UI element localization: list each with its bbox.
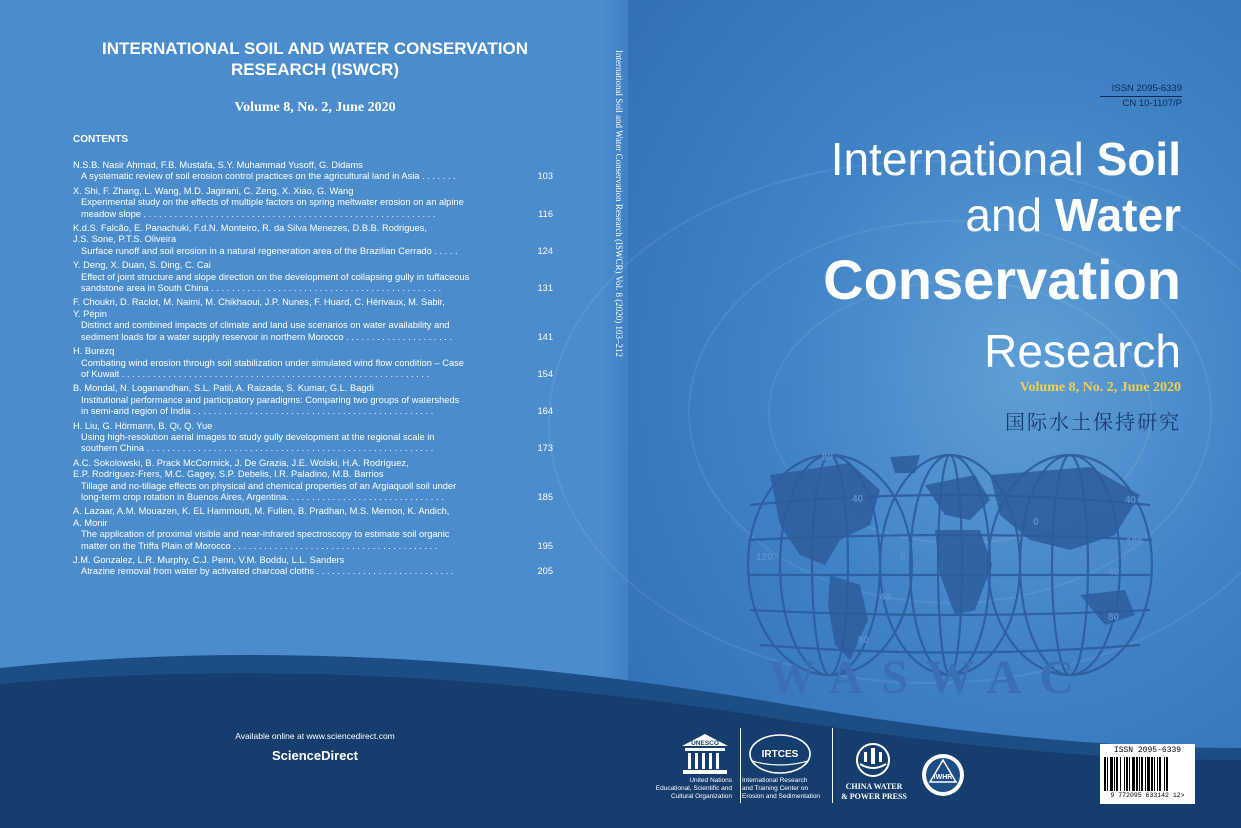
toc-authors: F. Choukri, D. Raclot, M. Naimi, M. Chikhaoui, J.P. Nunes, F. Huard, C. Hérivaux, M. Sabir,: [73, 297, 445, 308]
toc-page-number: 131: [537, 283, 553, 294]
waswac-wordmark: WASWAC: [767, 651, 1093, 704]
toc-title-line: southern China . . . . . . . . . . . . . . . . . . . . . . . . . . . . . . . . . . . . . . . . . . . . . . . . . . . . . . . .: [81, 443, 434, 454]
barcode-bar: [1126, 757, 1128, 791]
barcode-bar: [1157, 757, 1158, 791]
toc-page-number: 154: [537, 368, 553, 379]
toc-page-number: 103: [537, 171, 553, 182]
map-label: 80: [858, 635, 870, 646]
toc-title-line: Experimental study on the effects of multiple factors on spring meltwater erosion on an alpine: [81, 197, 464, 208]
barcode-bar: [1104, 757, 1106, 791]
barcode-bar: [1114, 757, 1115, 791]
barcode-bar: [1120, 757, 1121, 791]
barcode-suffix: 12>: [1172, 792, 1185, 799]
barcode-bar: [1136, 757, 1138, 791]
sciencedirect-logo: ScienceDirect: [272, 748, 358, 763]
toc-authors: J.S. Sone, P.T.S. Oliveira: [73, 234, 177, 245]
toc-authors: B. Mondal, N. Loganandhan, S.L. Patil, A. Raizada, S. Kumar, G.L. Bagdi: [73, 383, 374, 394]
barcode-bar: [1147, 757, 1150, 791]
barcode-bars: [1104, 757, 1190, 793]
irtces-abbr: IRTCES: [761, 749, 799, 760]
cn-number: CN 10-1107/P: [1122, 98, 1182, 109]
toc-authors: H. Liu, G. Hörmann, B. Qi, Q. Yue: [73, 420, 213, 431]
toc-page-number: 141: [537, 331, 553, 342]
irtces-text: International Research and Training Center on Erosion and Sedimentation: [742, 777, 821, 800]
logo-divider: [832, 728, 833, 803]
toc-title-line: A systematic review of soil erosion control practices on the agricultural land in Asia . . . . . . .: [81, 171, 456, 182]
irtces-logo-icon: [748, 733, 812, 775]
china-water-power-press-icon: [852, 742, 894, 778]
toc-title-line: Effect of joint structure and slope direction on the development of collapsing gully in tuffaceous: [81, 271, 470, 282]
barcode-issn: ISSN 2095-6339: [1113, 746, 1182, 755]
barcode-bar: [1141, 757, 1143, 791]
barcode-bar: [1159, 757, 1161, 791]
map-label: 120: [756, 552, 773, 563]
map-label: 40: [880, 592, 892, 603]
map-label: 0: [900, 552, 906, 563]
toc-authors: N.S.B. Nasir Ahmad, F.B. Mustafa, S.Y. Muhammad Yusoff, G. Didams: [73, 160, 363, 170]
iwhr-logo-icon: [920, 752, 966, 798]
toc-authors: J.M. Gonzalez, L.R. Murphy, C.J. Penn, V.M. Boddu, L.L. Sanders: [73, 555, 345, 565]
available-online-text: Available online at www.sciencedirect.com: [235, 731, 395, 741]
barcode-bar: [1139, 757, 1140, 791]
map-label: 80: [998, 536, 1010, 547]
toc-authors: Y. Pépin: [73, 308, 107, 319]
title-word-bold: Soil: [1096, 133, 1181, 185]
title-word: International: [830, 133, 1084, 185]
toc-authors: X. Shi, F. Zhang, L. Wang, M.D. Jagirani, C. Zeng, X. Xiao, G. Wang: [73, 185, 354, 196]
barcode-bar: [1107, 757, 1108, 791]
toc-page-number: 124: [537, 245, 553, 256]
toc-title-line: meadow slope . . . . . . . . . . . . . . . . . . . . . . . . . . . . . . . . . . . . . . . . . . . . . . . . . . . . . . . . .: [81, 208, 436, 219]
map-label: 80: [822, 452, 834, 463]
toc-title-line: Tillage and no-tillage effects on physical and chemical properties of an Argiaquoll soil under: [81, 480, 457, 491]
toc-title-line: sediment loads for a water supply reservoir in northern Morocco . . . . . . . . . . . . . . . . . . . . .: [81, 331, 452, 342]
barcode-bar: [1124, 757, 1125, 791]
toc-title-line: Atrazine removal from water by activated charcoal cloths . . . . . . . . . . . . . . . . . . . . . . . . . . .: [81, 566, 454, 577]
barcode-bar: [1154, 757, 1155, 791]
toc-title-line: matter on the Triffa Plain of Morocco . . . . . . . . . . . . . . . . . . . . . . . . . . . . . . . . . . . . . . . .: [81, 540, 438, 551]
toc-authors: E.P. Rodríguez-Frers, M.C. Gagey, S.P. Debelis, I.R. Paladino, M.B. Barrios: [73, 469, 384, 480]
toc-title-line: long-term crop rotation in Buenos Aires, Argentina. . . . . . . . . . . . . . . . . . . . . . . . . . . . . . .: [81, 491, 444, 502]
map-label: 40: [1108, 567, 1120, 578]
map-label: 80: [1108, 612, 1120, 623]
barcode-bar: [1116, 757, 1118, 791]
back-volume: Volume 8, No. 2, June 2020: [234, 100, 396, 115]
barcode-bar: [1110, 757, 1113, 791]
toc-authors: A.C. Sokolowski, B. Prack McCormick, J. De Grazia, J.E. Wolski, H.A. Rodríguez,: [73, 457, 409, 468]
unesco-temple-icon: [680, 732, 730, 776]
barcode-bar: [1145, 757, 1146, 791]
contents-heading: CONTENTS: [73, 134, 128, 145]
barcode-bar: [1132, 757, 1135, 791]
spine-text: International Soil and Water Conservation Research (ISWCR) Vol. 8 (2020) 103–212: [614, 50, 624, 357]
toc-title-line: of Kuwait . . . . . . . . . . . . . . . . . . . . . . . . . . . . . . . . . . . . . . . . . . . . . . . . . . . . . . . . . . . .: [81, 368, 430, 379]
toc-title-line: Distinct and combined impacts of climate and land use scenarios on water availability and: [81, 320, 450, 331]
map-label: 40: [852, 494, 864, 505]
toc-page-number: 195: [537, 540, 553, 551]
toc-title-line: in semi-arid region of India . . . . . . . . . . . . . . . . . . . . . . . . . . . . . . . . . . . . . . . . . . . . . . .: [81, 406, 434, 417]
toc-page-number: 164: [537, 406, 553, 417]
journal-title-line4: Research: [984, 325, 1181, 377]
toc-title-line: The application of proximal visible and near-infrared spectroscopy to estimate soil organic: [81, 529, 450, 540]
map-label: 180: [1126, 537, 1143, 548]
toc-title-line: Institutional performance and participatory paradigms: Comparing two groups of watersheds: [81, 394, 460, 405]
barcode-bar: [1166, 757, 1168, 791]
barcode-bar: [1164, 757, 1165, 791]
toc-authors: A. Monir: [73, 517, 108, 528]
toc-page-number: 116: [538, 208, 553, 219]
iwhr-abbr: IWHR: [933, 774, 953, 781]
unesco-abbr: UNESCO: [691, 740, 719, 747]
issn-number: ISSN 2095-6339: [1100, 82, 1182, 97]
barcode: [1100, 744, 1195, 804]
toc-authors: Y. Deng, X. Duan, S. Ding, C. Cai: [73, 260, 211, 271]
barcode-bar: [1151, 757, 1153, 791]
map-label: 0: [1033, 517, 1039, 528]
toc-title-line: Combating wind erosion through soil stabilization under simulated wind flow condition – Case: [81, 357, 464, 368]
toc-authors: K.d.S. Falcão, E. Panachuki, F.d.N. Monteiro, R. da Silva Menezes, D.B.B. Rodrigues,: [73, 223, 427, 234]
toc-authors: H. Burezq: [73, 346, 115, 357]
barcode-bar: [1129, 757, 1130, 791]
toc-title-line: Surface runoff and soil erosion in a natural regeneration area of the Brazilian Cerrado . . . . .: [81, 245, 458, 256]
back-title-line1: INTERNATIONAL SOIL AND WATER CONSERVATION: [102, 39, 528, 58]
journal-title-line3: Conservation: [823, 248, 1181, 311]
toc-title-line: sandstone area in South China . . . . . . . . . . . . . . . . . . . . . . . . . . . . . . . . . . . . . . . . . . . . .: [81, 283, 442, 294]
back-title-line2: RESEARCH (ISWCR): [230, 60, 400, 79]
toc-page-number: 205: [537, 566, 553, 577]
map-label: 40: [1125, 495, 1137, 506]
barcode-digits: 9 772095 633142: [1110, 792, 1169, 799]
china-water-power-press-text: CHINA WATER & POWER PRESS: [841, 782, 907, 801]
toc-authors: A. Lazaar, A.M. Mouazen, K. EL Hammouti, M. Fullen, B. Pradhan, M.S. Memon, K. Andich,: [73, 506, 450, 517]
toc-page-number: 185: [537, 491, 553, 502]
toc-page-number: 173: [537, 443, 553, 454]
front-volume: Volume 8, No. 2, June 2020: [1019, 380, 1181, 395]
unesco-text: United Nations Educational, Scientific and Cultural Organization: [655, 777, 732, 800]
barcode-number: [1100, 792, 1195, 799]
title-word-bold: Water: [1054, 189, 1181, 241]
logo-divider: [740, 728, 741, 803]
title-word: and: [965, 189, 1043, 241]
chinese-title: 国际水土保持研究: [1005, 412, 1181, 434]
toc-title-line: Using high-resolution aerial images to study gully development at the regional scale in: [81, 431, 435, 442]
